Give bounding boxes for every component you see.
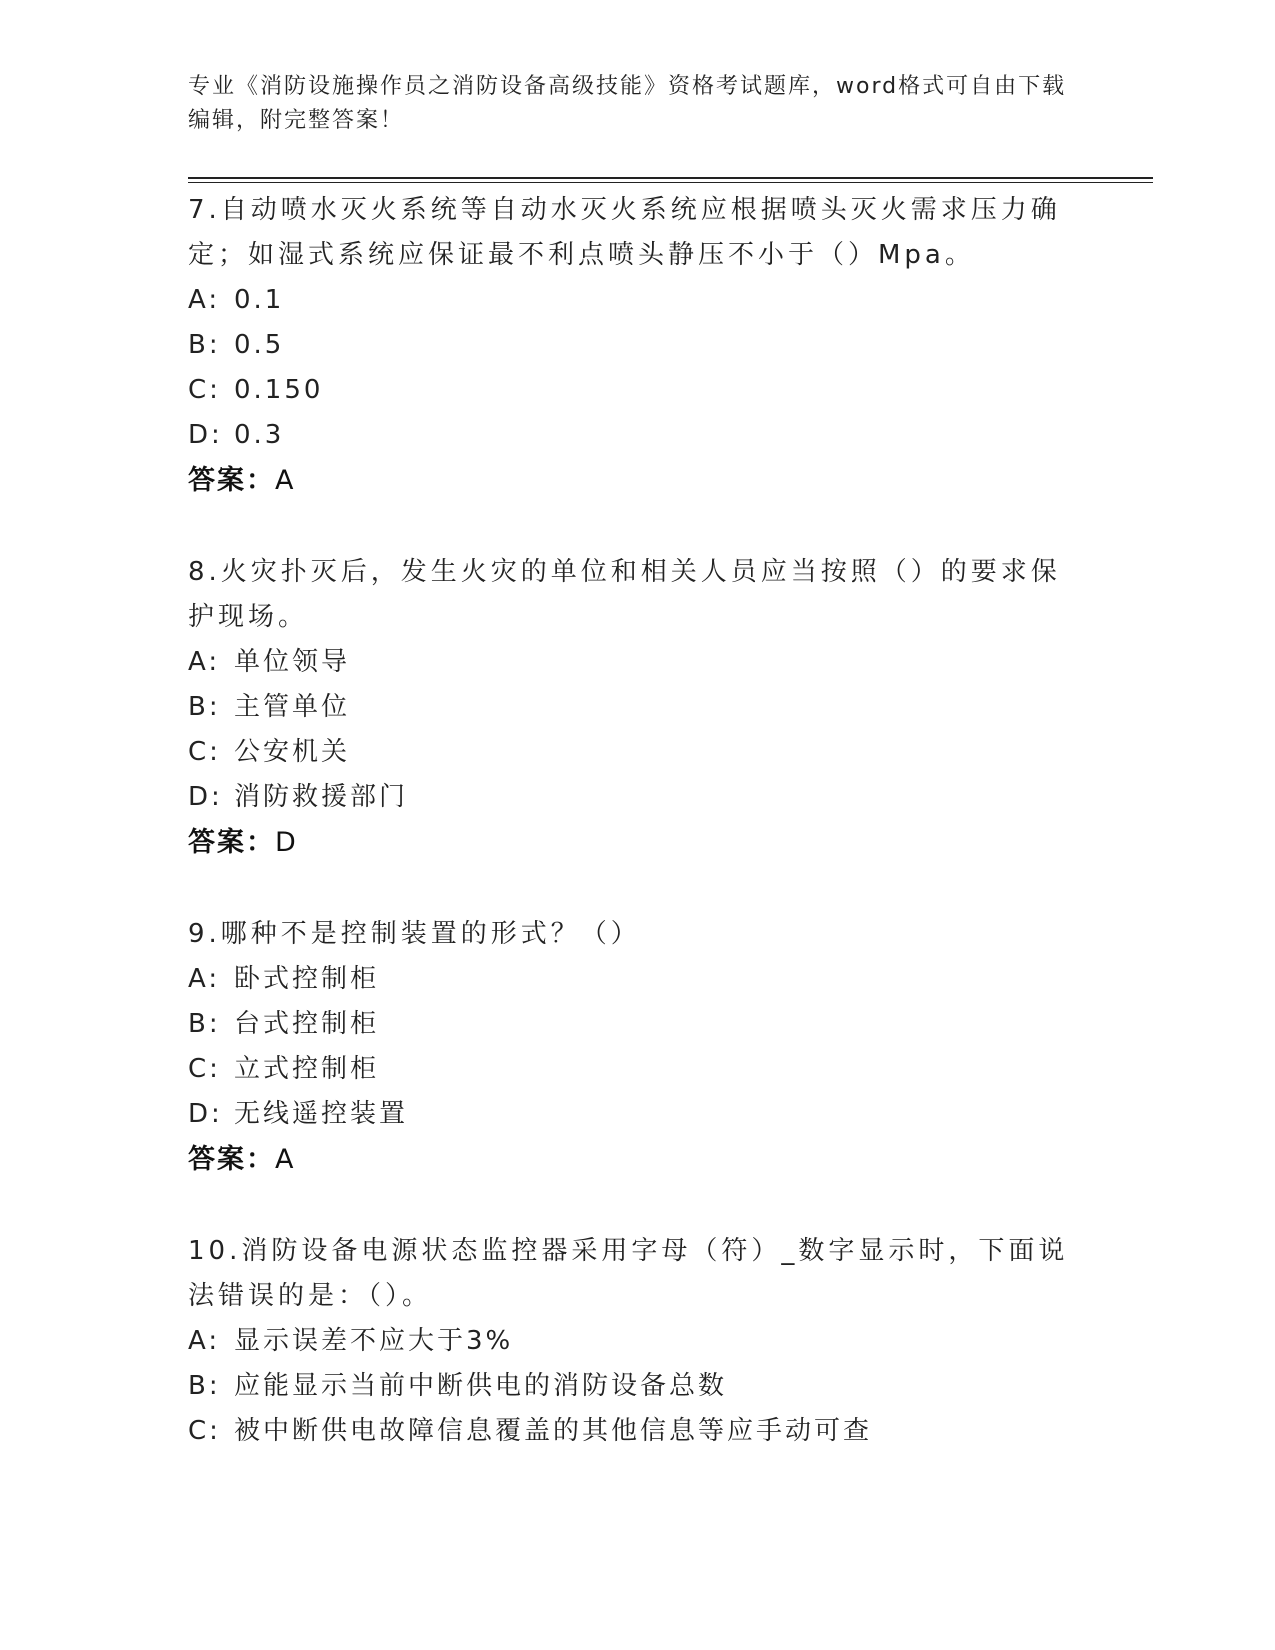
- answer-label: 答案：: [188, 1144, 275, 1175]
- option-key: B:: [188, 330, 221, 360]
- option-text: 消防救援部门: [234, 782, 409, 812]
- option-key: B:: [188, 692, 221, 722]
- option-key: A:: [188, 647, 221, 677]
- option-text: 0.3: [234, 420, 285, 450]
- option-text: 被中断供电故障信息覆盖的其他信息等应手动可查: [234, 1416, 873, 1446]
- spacer: [188, 1182, 1078, 1229]
- question-7: [188, 188, 1078, 503]
- question-stem: 7.自动喷水灭火系统等自动水灭火系统应根据喷头灭火需求压力确定；如湿式系统应保证最不利点喷头静压不小于（）Mpa。: [188, 195, 1061, 270]
- option-text: 无线遥控装置: [234, 1099, 409, 1129]
- option-text: 立式控制柜: [234, 1054, 380, 1084]
- option-text: 主管单位: [234, 692, 351, 722]
- question-stem: 10.消防设备电源状态监控器采用字母（符）_数字显示时，下面说法错误的是：（）。: [188, 1236, 1069, 1311]
- option-text: 0.1: [234, 285, 285, 315]
- option-a: [188, 640, 1078, 685]
- option-text: 卧式控制柜: [234, 964, 380, 994]
- option-c: [188, 1047, 1078, 1092]
- option-d: [188, 775, 1078, 820]
- answer-label: 答案：: [188, 827, 275, 858]
- option-text: 台式控制柜: [234, 1009, 380, 1039]
- spacer: [188, 503, 1078, 550]
- answer-line: [188, 458, 1078, 503]
- option-text: 0.5: [234, 330, 285, 360]
- question-8: [188, 550, 1078, 865]
- option-b: [188, 323, 1078, 368]
- option-d: [188, 413, 1078, 458]
- spacer: [188, 865, 1078, 912]
- option-b: [188, 1364, 1078, 1409]
- option-key: B:: [188, 1371, 221, 1401]
- option-key: C:: [188, 1054, 221, 1084]
- answer-value: A: [275, 1144, 296, 1175]
- option-key: A:: [188, 1326, 221, 1356]
- option-key: D:: [188, 1099, 223, 1129]
- answer-label: 答案：: [188, 465, 275, 496]
- option-d: [188, 1092, 1078, 1137]
- question-10: [188, 1229, 1078, 1454]
- option-text: 单位领导: [234, 647, 351, 677]
- option-text: 公安机关: [234, 737, 351, 767]
- question-list: [188, 188, 1078, 1454]
- option-c: [188, 730, 1078, 775]
- question-stem: 8.火灾扑灭后，发生火灾的单位和相关人员应当按照（）的要求保护现场。: [188, 557, 1061, 632]
- answer-value: D: [275, 827, 298, 858]
- question-stem: 9.哪种不是控制装置的形式？（）: [188, 919, 641, 949]
- option-key: C:: [188, 375, 221, 405]
- option-b: [188, 685, 1078, 730]
- answer-line: [188, 1137, 1078, 1182]
- option-key: D:: [188, 420, 223, 450]
- option-a: [188, 1319, 1078, 1364]
- answer-value: A: [275, 465, 296, 496]
- option-b: [188, 1002, 1078, 1047]
- option-key: C:: [188, 1416, 221, 1446]
- option-key: B:: [188, 1009, 221, 1039]
- option-key: A:: [188, 964, 221, 994]
- header-divider-thin: [188, 182, 1153, 183]
- option-a: [188, 278, 1078, 323]
- option-c: [188, 1409, 1078, 1454]
- option-text: 显示误差不应大于3%: [234, 1326, 514, 1356]
- option-c: [188, 368, 1078, 413]
- option-text: 0.150: [234, 375, 324, 405]
- answer-line: [188, 820, 1078, 865]
- question-9: [188, 912, 1078, 1182]
- document-header: 专业《消防设施操作员之消防设备高级技能》资格考试题库，word格式可自由下载编辑，附完整答案！: [188, 74, 1067, 133]
- option-text: 应能显示当前中断供电的消防设备总数: [234, 1371, 728, 1401]
- option-key: D:: [188, 782, 223, 812]
- header-divider: [188, 177, 1153, 179]
- option-a: [188, 957, 1078, 1002]
- option-key: A:: [188, 285, 221, 315]
- option-key: C:: [188, 737, 221, 767]
